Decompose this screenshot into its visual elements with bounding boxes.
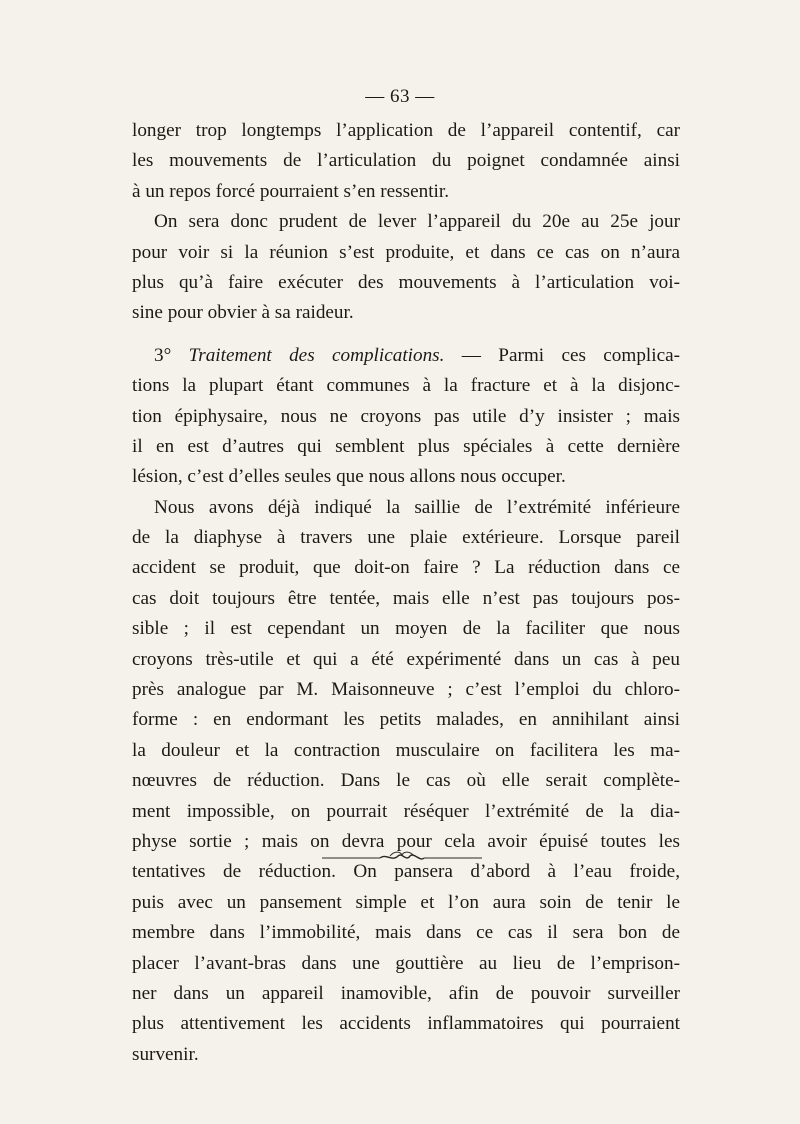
text-line: la douleur et la contraction musculaire on facilitera les ma- [132, 739, 680, 761]
text-line: sine pour obvier à sa raideur. [132, 302, 354, 324]
text-line: survenir. [132, 1043, 199, 1065]
paragraph-1 [132, 116, 680, 207]
text-line: Nous avons déjà indiqué la saillie de l’extrémité inférieure [154, 496, 680, 518]
paragraph-3 [132, 341, 680, 493]
section-heading-line [132, 341, 680, 371]
paragraph-gap [132, 329, 680, 341]
text-line: plus qu’à faire exécuter des mouvements à l’articulation voi- [132, 271, 680, 293]
text-line: cas doit toujours être tentée, mais elle n’est pas toujours pos- [132, 587, 680, 609]
text-line: pour voir si la réunion s’est produite, et dans ce cas on n’aura [132, 241, 680, 263]
text-line: les mouvements de l’articulation du poignet condamnée ainsi [132, 150, 680, 172]
section-number: 3° [154, 344, 189, 366]
text-line: ment impossible, on pourrait réséquer l’extrémité de la dia- [132, 800, 680, 822]
paragraph-4 [132, 493, 680, 1070]
text-line: lésion, c’est d’elles seules que nous allons nous occuper. [132, 466, 566, 488]
text-line: plus attentivement les accidents inflammatoires qui pourraient [132, 1013, 680, 1035]
text-line: forme : en endormant les petits malades, en annihilant ainsi [132, 709, 680, 731]
text-line: sible ; il est cependant un moyen de la faciliter que nous [132, 618, 680, 640]
text-line: puis avec un pansement simple et l’on aura soin de tenir le [132, 891, 680, 913]
text-line: tions la plupart étant communes à la fracture et à la disjonc- [132, 375, 680, 397]
text-line: longer trop longtemps l’application de l’appareil contentif, car [132, 120, 680, 141]
text-line: près analogue par M. Maisonneuve ; c’est l’emploi du chloro- [132, 679, 680, 701]
text-line: nœuvres de réduction. Dans le cas où elle serait complète- [132, 770, 680, 792]
text-line: croyons très-utile et qui a été expérimenté dans un cas à peu [132, 648, 680, 670]
section-title: Traitement des complications. [188, 344, 445, 366]
text-line: tion épiphysaire, nous ne croyons pas utile d’y insister ; mais [132, 405, 680, 427]
text-line: tentatives de réduction. On pansera d’abord à l’eau froide, [132, 861, 680, 883]
ornament-divider-icon [322, 850, 482, 864]
text-line: On sera donc prudent de lever l’appareil du 20e au 25e jour [154, 211, 680, 233]
paragraph-2 [132, 207, 680, 329]
text-line: accident se produit, que doit-on faire ? La réduction dans ce [132, 557, 680, 579]
text-line: ner dans un appareil inamovible, afin de pouvoir surveiller [132, 982, 680, 1004]
section-heading-rest: — Parmi ces complica- [444, 344, 680, 366]
text-line: placer l’avant-bras dans une gouttière au lieu de l’emprison- [132, 952, 680, 974]
text-line: de la diaphyse à travers une plaie extérieure. Lorsque pareil [132, 527, 680, 549]
page-number: — 63 — [365, 86, 435, 107]
text-line: physe sortie ; mais on devra pour cela avoir épuisé toutes les [132, 830, 680, 852]
text-line: membre dans l’immobilité, mais dans ce cas il sera bon de [132, 922, 680, 944]
text-line: à un repos forcé pourraient s’en ressentir. [132, 180, 450, 202]
body-text [132, 116, 680, 1070]
text-line: il en est d’autres qui semblent plus spéciales à cette dernière [132, 435, 680, 457]
